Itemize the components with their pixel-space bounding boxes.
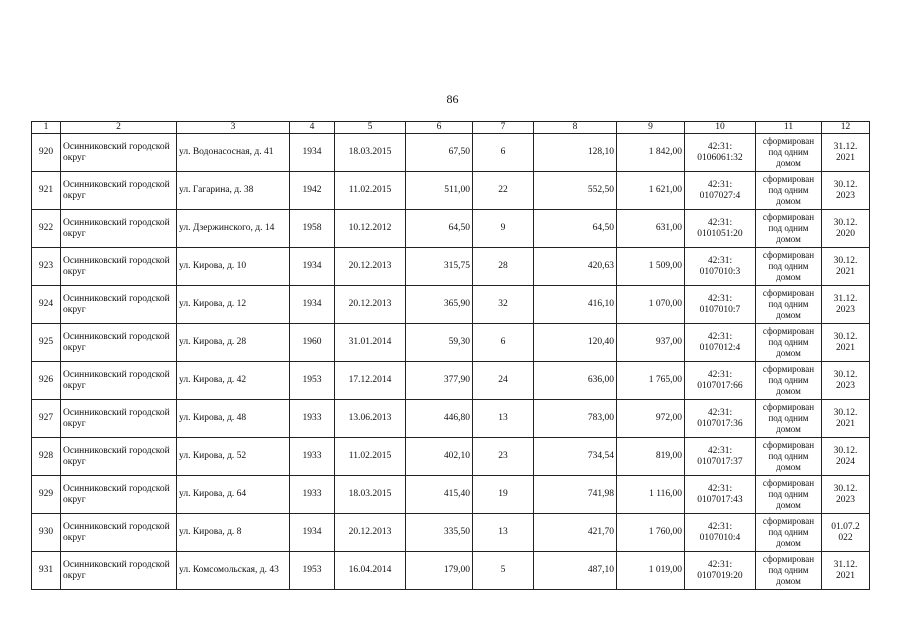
deadline-date-cell: 31.12. 2021 [822, 552, 870, 590]
build-year-cell: 1953 [290, 552, 335, 590]
area-total-cell: 64,50 [534, 210, 617, 248]
deadline-date-cell: 30.12. 2023 [822, 172, 870, 210]
land-status-cell: сформирован под одним домом [756, 476, 822, 514]
address-cell: ул. Кирова, д. 48 [177, 400, 290, 438]
address-cell: ул. Комсомольская, д. 43 [177, 552, 290, 590]
area-total-cell: 741,98 [534, 476, 617, 514]
deadline-date-cell: 01.07.2 022 [822, 514, 870, 552]
date-cell: 17.12.2014 [335, 362, 406, 400]
area-total-cell: 120,40 [534, 324, 617, 362]
deadline-date-cell: 31.12. 2023 [822, 286, 870, 324]
address-cell: ул. Кирова, д. 42 [177, 362, 290, 400]
table-row [32, 248, 870, 286]
build-year-cell: 1934 [290, 514, 335, 552]
land-status-cell: сформирован под одним домом [756, 172, 822, 210]
area-residential-cell: 365,90 [406, 286, 473, 324]
land-area-cell: 1 116,00 [617, 476, 685, 514]
build-year-cell: 1960 [290, 324, 335, 362]
deadline-date-cell: 31.12. 2021 [822, 134, 870, 172]
land-status-cell: сформирован под одним домом [756, 514, 822, 552]
deadline-date-cell: 30.12. 2024 [822, 438, 870, 476]
build-year-cell: 1933 [290, 476, 335, 514]
date-cell: 20.12.2013 [335, 514, 406, 552]
row-number-cell: 929 [32, 476, 61, 514]
row-number-cell: 925 [32, 324, 61, 362]
row-number-cell: 923 [32, 248, 61, 286]
land-area-cell: 631,00 [617, 210, 685, 248]
land-area-cell: 937,00 [617, 324, 685, 362]
date-cell: 11.02.2015 [335, 172, 406, 210]
date-cell: 16.04.2014 [335, 552, 406, 590]
date-cell: 11.02.2015 [335, 438, 406, 476]
land-status-cell: сформирован под одним домом [756, 400, 822, 438]
residents-count-cell: 19 [473, 476, 534, 514]
cadastral-number-cell: 42:31: 0101051:20 [685, 210, 756, 248]
municipality-cell: Осинниковский городской округ [61, 362, 177, 400]
column-header: 7 [473, 122, 534, 134]
land-area-cell: 972,00 [617, 400, 685, 438]
municipality-cell: Осинниковский городской округ [61, 552, 177, 590]
deadline-date-cell: 30.12. 2023 [822, 476, 870, 514]
table-row [32, 400, 870, 438]
area-total-cell: 734,54 [534, 438, 617, 476]
deadline-date-cell: 30.12. 2021 [822, 324, 870, 362]
date-cell: 10.12.2012 [335, 210, 406, 248]
row-number-cell: 927 [32, 400, 61, 438]
table-row [32, 476, 870, 514]
address-cell: ул. Кирова, д. 28 [177, 324, 290, 362]
area-residential-cell: 402,10 [406, 438, 473, 476]
deadline-date-cell: 30.12. 2021 [822, 248, 870, 286]
area-residential-cell: 179,00 [406, 552, 473, 590]
area-residential-cell: 335,50 [406, 514, 473, 552]
cadastral-number-cell: 42:31: 0107010:7 [685, 286, 756, 324]
cadastral-number-cell: 42:31: 0106061:32 [685, 134, 756, 172]
date-cell: 18.03.2015 [335, 476, 406, 514]
date-cell: 13.06.2013 [335, 400, 406, 438]
build-year-cell: 1958 [290, 210, 335, 248]
column-header: 8 [534, 122, 617, 134]
column-header: 2 [61, 122, 177, 134]
municipality-cell: Осинниковский городской округ [61, 248, 177, 286]
area-residential-cell: 67,50 [406, 134, 473, 172]
build-year-cell: 1934 [290, 248, 335, 286]
area-total-cell: 421,70 [534, 514, 617, 552]
residents-count-cell: 9 [473, 210, 534, 248]
municipality-cell: Осинниковский городской округ [61, 324, 177, 362]
build-year-cell: 1934 [290, 134, 335, 172]
row-number-cell: 922 [32, 210, 61, 248]
column-header: 3 [177, 122, 290, 134]
land-status-cell: сформирован под одним домом [756, 286, 822, 324]
land-status-cell: сформирован под одним домом [756, 134, 822, 172]
table-row [32, 438, 870, 476]
area-total-cell: 420,63 [534, 248, 617, 286]
land-area-cell: 1 842,00 [617, 134, 685, 172]
column-header: 6 [406, 122, 473, 134]
table-row [32, 210, 870, 248]
municipality-cell: Осинниковский городской округ [61, 172, 177, 210]
municipality-cell: Осинниковский городской округ [61, 210, 177, 248]
land-area-cell: 1 765,00 [617, 362, 685, 400]
table-row [32, 324, 870, 362]
residents-count-cell: 28 [473, 248, 534, 286]
area-total-cell: 128,10 [534, 134, 617, 172]
area-total-cell: 636,00 [534, 362, 617, 400]
area-total-cell: 552,50 [534, 172, 617, 210]
table-row [32, 172, 870, 210]
residents-count-cell: 6 [473, 324, 534, 362]
area-residential-cell: 377,90 [406, 362, 473, 400]
area-residential-cell: 64,50 [406, 210, 473, 248]
land-area-cell: 1 760,00 [617, 514, 685, 552]
column-number-row [32, 122, 870, 134]
cadastral-number-cell: 42:31: 0107017:66 [685, 362, 756, 400]
address-cell: ул. Кирова, д. 52 [177, 438, 290, 476]
date-cell: 20.12.2013 [335, 248, 406, 286]
municipality-cell: Осинниковский городской округ [61, 438, 177, 476]
row-number-cell: 930 [32, 514, 61, 552]
date-cell: 20.12.2013 [335, 286, 406, 324]
cadastral-number-cell: 42:31: 0107019:20 [685, 552, 756, 590]
row-number-cell: 926 [32, 362, 61, 400]
build-year-cell: 1942 [290, 172, 335, 210]
area-total-cell: 487,10 [534, 552, 617, 590]
cadastral-number-cell: 42:31: 0107027:4 [685, 172, 756, 210]
column-header: 11 [756, 122, 822, 134]
area-residential-cell: 59,30 [406, 324, 473, 362]
table-row [32, 286, 870, 324]
date-cell: 31.01.2014 [335, 324, 406, 362]
residents-count-cell: 5 [473, 552, 534, 590]
table-row [32, 514, 870, 552]
row-number-cell: 920 [32, 134, 61, 172]
area-residential-cell: 415,40 [406, 476, 473, 514]
table-row [32, 134, 870, 172]
land-area-cell: 1 070,00 [617, 286, 685, 324]
residents-count-cell: 6 [473, 134, 534, 172]
residents-count-cell: 13 [473, 514, 534, 552]
page-number: 86 [446, 92, 459, 106]
build-year-cell: 1933 [290, 438, 335, 476]
column-header: 12 [822, 122, 870, 134]
land-status-cell: сформирован под одним домом [756, 552, 822, 590]
land-status-cell: сформирован под одним домом [756, 210, 822, 248]
column-header: 10 [685, 122, 756, 134]
municipality-cell: Осинниковский городской округ [61, 134, 177, 172]
address-cell: ул. Дзержинского, д. 14 [177, 210, 290, 248]
land-area-cell: 819,00 [617, 438, 685, 476]
build-year-cell: 1953 [290, 362, 335, 400]
area-residential-cell: 511,00 [406, 172, 473, 210]
area-total-cell: 416,10 [534, 286, 617, 324]
build-year-cell: 1933 [290, 400, 335, 438]
column-header: 9 [617, 122, 685, 134]
column-header: 1 [32, 122, 61, 134]
cadastral-number-cell: 42:31: 0107017:37 [685, 438, 756, 476]
column-header: 5 [335, 122, 406, 134]
land-area-cell: 1 621,00 [617, 172, 685, 210]
address-cell: ул. Кирова, д. 10 [177, 248, 290, 286]
area-residential-cell: 446,80 [406, 400, 473, 438]
deadline-date-cell: 30.12. 2023 [822, 362, 870, 400]
housing-register-table [31, 121, 870, 590]
residents-count-cell: 24 [473, 362, 534, 400]
address-cell: ул. Кирова, д. 64 [177, 476, 290, 514]
land-status-cell: сформирован под одним домом [756, 324, 822, 362]
table-body [32, 134, 870, 590]
land-status-cell: сформирован под одним домом [756, 438, 822, 476]
row-number-cell: 928 [32, 438, 61, 476]
land-area-cell: 1 509,00 [617, 248, 685, 286]
address-cell: ул. Кирова, д. 12 [177, 286, 290, 324]
address-cell: ул. Водонасосная, д. 41 [177, 134, 290, 172]
deadline-date-cell: 30.12. 2021 [822, 400, 870, 438]
row-number-cell: 921 [32, 172, 61, 210]
cadastral-number-cell: 42:31: 0107010:3 [685, 248, 756, 286]
table-row [32, 552, 870, 590]
address-cell: ул. Кирова, д. 8 [177, 514, 290, 552]
cadastral-number-cell: 42:31: 0107012:4 [685, 324, 756, 362]
residents-count-cell: 22 [473, 172, 534, 210]
deadline-date-cell: 30.12. 2020 [822, 210, 870, 248]
land-status-cell: сформирован под одним домом [756, 362, 822, 400]
build-year-cell: 1934 [290, 286, 335, 324]
row-number-cell: 924 [32, 286, 61, 324]
residents-count-cell: 13 [473, 400, 534, 438]
land-area-cell: 1 019,00 [617, 552, 685, 590]
residents-count-cell: 32 [473, 286, 534, 324]
date-cell: 18.03.2015 [335, 134, 406, 172]
row-number-cell: 931 [32, 552, 61, 590]
residents-count-cell: 23 [473, 438, 534, 476]
cadastral-number-cell: 42:31: 0107010:4 [685, 514, 756, 552]
table-row [32, 362, 870, 400]
municipality-cell: Осинниковский городской округ [61, 400, 177, 438]
municipality-cell: Осинниковский городской округ [61, 286, 177, 324]
municipality-cell: Осинниковский городской округ [61, 514, 177, 552]
address-cell: ул. Гагарина, д. 38 [177, 172, 290, 210]
area-residential-cell: 315,75 [406, 248, 473, 286]
cadastral-number-cell: 42:31: 0107017:36 [685, 400, 756, 438]
land-status-cell: сформирован под одним домом [756, 248, 822, 286]
area-total-cell: 783,00 [534, 400, 617, 438]
column-header: 4 [290, 122, 335, 134]
cadastral-number-cell: 42:31: 0107017:43 [685, 476, 756, 514]
municipality-cell: Осинниковский городской округ [61, 476, 177, 514]
